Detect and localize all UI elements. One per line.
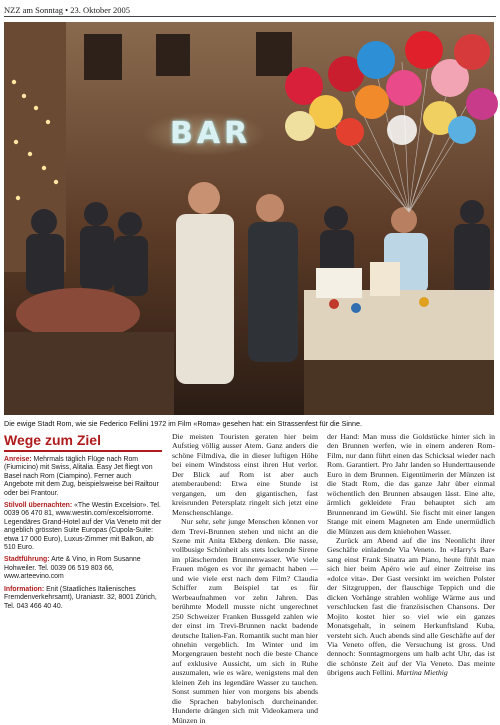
man-head bbox=[188, 182, 220, 214]
sidebar-entry-stadtfuehrung bbox=[4, 556, 162, 581]
photo-caption: Die ewige Stadt Rom, wie sie Federico Fellini 1972 im Film «Roma» gesehen hat: ein Strassenfest für die Sinne. bbox=[4, 419, 362, 428]
entry-text: «The Westin Excelsior». Tel. 0039 06 470 81, www.westin.com/excelsiorrome. Legendäres Grand-Hotel auf der Via Veneto mit der angeblich grössten Suite Europas (Cupola-Suite: etwa 17 000 Euro), Luxus-Zimmer mit Balkon, ab 510 Euro. bbox=[4, 502, 162, 552]
article-paragraph-text: Zurück am Abend auf die ins Neonlicht ihrer Geschäfte einladende Via Veneto. In «Harry's Bar» sang einst Frank Sinatra am Piano, heute fühlt man sich hier beim Apéro wie auf einer Zeitreise ins «dolce vita». Der Gast versinkt im weichen Polster der Sitzgruppen, der flauschige Teppich und die dicken Vorhänge strahlen wohlige Wärme aus und verschlucken fast die französischen Chansons. Der Mojito kostet hier so viel wie ein ganzes Monatsgehalt, in seinem Herkunftsland Kuba, versteht sich. Auch abends sind alle Geschäfte auf der Via Veneto offen, die Versuchung ist gross. Und dennoch: Sonntagmorgens um halb acht Uhr, das ist die schönste Zeit auf der Via Veneto. Das meinte übrigens auch Fellini. bbox=[327, 535, 495, 678]
bar-neon-sign: BAR bbox=[170, 116, 252, 151]
left-table bbox=[4, 332, 174, 415]
travel-info-sidebar bbox=[4, 432, 162, 660]
masthead-text: NZZ am Sonntag • 23. Oktober 2005 bbox=[4, 5, 130, 15]
entry-label: Stadtführung: bbox=[4, 556, 50, 564]
entry-text: Enit (Staatliches Italienisches Fremdenverkehrsamt), Uraniastr. 32, 8001 Zürich, Tel. 043 466 40 40. bbox=[4, 585, 157, 610]
article-paragraph: Die meisten Touristen geraten hier beim Aufstieg völlig ausser Atem. Ganz anders die schöne Filmdiva, die in dieser luftigen Höhe bei einem Windstoss einst ihren Hut verlor. Der Blick auf Rom ist aber auch atemberaubend: Etwa eine Stunde ist vergangen, um den gigantischen, fast kreisrunden Petersplatz ringelt sich jetzt eine Menschenschlange. bbox=[172, 432, 318, 517]
sidebar-entry-hotel bbox=[4, 502, 162, 552]
masthead-rule bbox=[4, 16, 496, 17]
man-white-apron bbox=[176, 214, 234, 384]
stall-base bbox=[304, 360, 494, 415]
author-byline: Martina Miethig bbox=[396, 668, 448, 678]
film-still-photo bbox=[4, 22, 494, 415]
article-paragraph bbox=[327, 536, 495, 678]
masthead bbox=[4, 3, 496, 17]
vendor-head bbox=[391, 207, 417, 233]
window bbox=[156, 34, 190, 76]
sidebar-title: Wege zum Ziel bbox=[4, 432, 162, 452]
window bbox=[84, 34, 122, 80]
entry-label: Anreise: bbox=[4, 456, 32, 463]
window bbox=[256, 32, 292, 76]
entry-text: Arte & Vino, in Rom Susanne Hohweiler. Tel. 0039 06 519 803 66, www.arteevino.com bbox=[4, 556, 141, 581]
entry-label: Stilvoll übernachten: bbox=[4, 502, 73, 510]
sidebar-entry-information bbox=[4, 586, 162, 611]
sidebar-entry-anreise bbox=[4, 456, 162, 498]
article-paragraph: der Hand: Man muss die Goldstücke hinter sich in den Brunnen werfen, wie in einem anderen Rom-Film, nur dann führt einen das Schicksal wieder nach Rom. Garantiert. Pro Jahr landen so Hunderttausende Euro in dem Brunnen. Eigentümerin der Münzen ist die Stadt Rom, die das ganze Jahr über einmal wöchentlich den Brunnen absaugen lässt. Eine alte, ärmlich gekleidete Frau behauptet sich am Brunnenrand im Gewühl. Sie fischt mit einer langen Stange mit einem Magneten am Ende unermüdlich die Münzen aus dem kniehohen Wasser. bbox=[327, 432, 495, 536]
entry-label: Information: bbox=[4, 585, 45, 593]
article-column-2 bbox=[327, 432, 495, 678]
article-column-1 bbox=[172, 432, 318, 725]
entry-text: Mehrmals täglich Flüge nach Rom (Fiumicino) mit Swiss, Alitalia. Easy Jet fliegt von Basel nach Rom (Ciampino). Ferner auch Angebote mit dem Zug, beispielsweise bei Railtour oder bei Frantour. bbox=[4, 456, 159, 497]
photo-illustration bbox=[4, 22, 494, 415]
article-paragraph: Nur sehr, sehr junge Menschen können vor dem Trevi-Brunnen stehen und nicht an die Szene mit Anita Ekberg denken. Die nasse, vollbusige Schönheit als stets lockende Sirene im plätschernden Brunnenwasser. Wie viele Frauen mögen es vor ihr gemacht haben — und wie viele erst nach dem Film? Claudia Schiffer zum Beispiel tat es für Werbeaufnahmen vor zehn Jahren. Das berühmte Modell musste nicht ungerechnet 250 Schweizer Franken Bussgeld zahlen wie der einst im Trevi-Brunnen nackt badende deutsche Italien-Fan. Romantik sucht man hier ohnehin vergeblich. Im Winter und im Morgengrauen besteht noch die beste Chance auf exklusive Aussicht, um sich in Ruhe auszumalen, wie es wäre, wenigstens mal den kleinen Zeh ins legendäre Wasser zu tauchen. Sonst summen hier von morgens bis abends die Sprachen babylonisch durcheinander. Hunderte drängen sich mit Videokamera und Münzen in bbox=[172, 517, 318, 725]
older-man-suit bbox=[248, 222, 298, 362]
older-man-head bbox=[256, 194, 284, 222]
